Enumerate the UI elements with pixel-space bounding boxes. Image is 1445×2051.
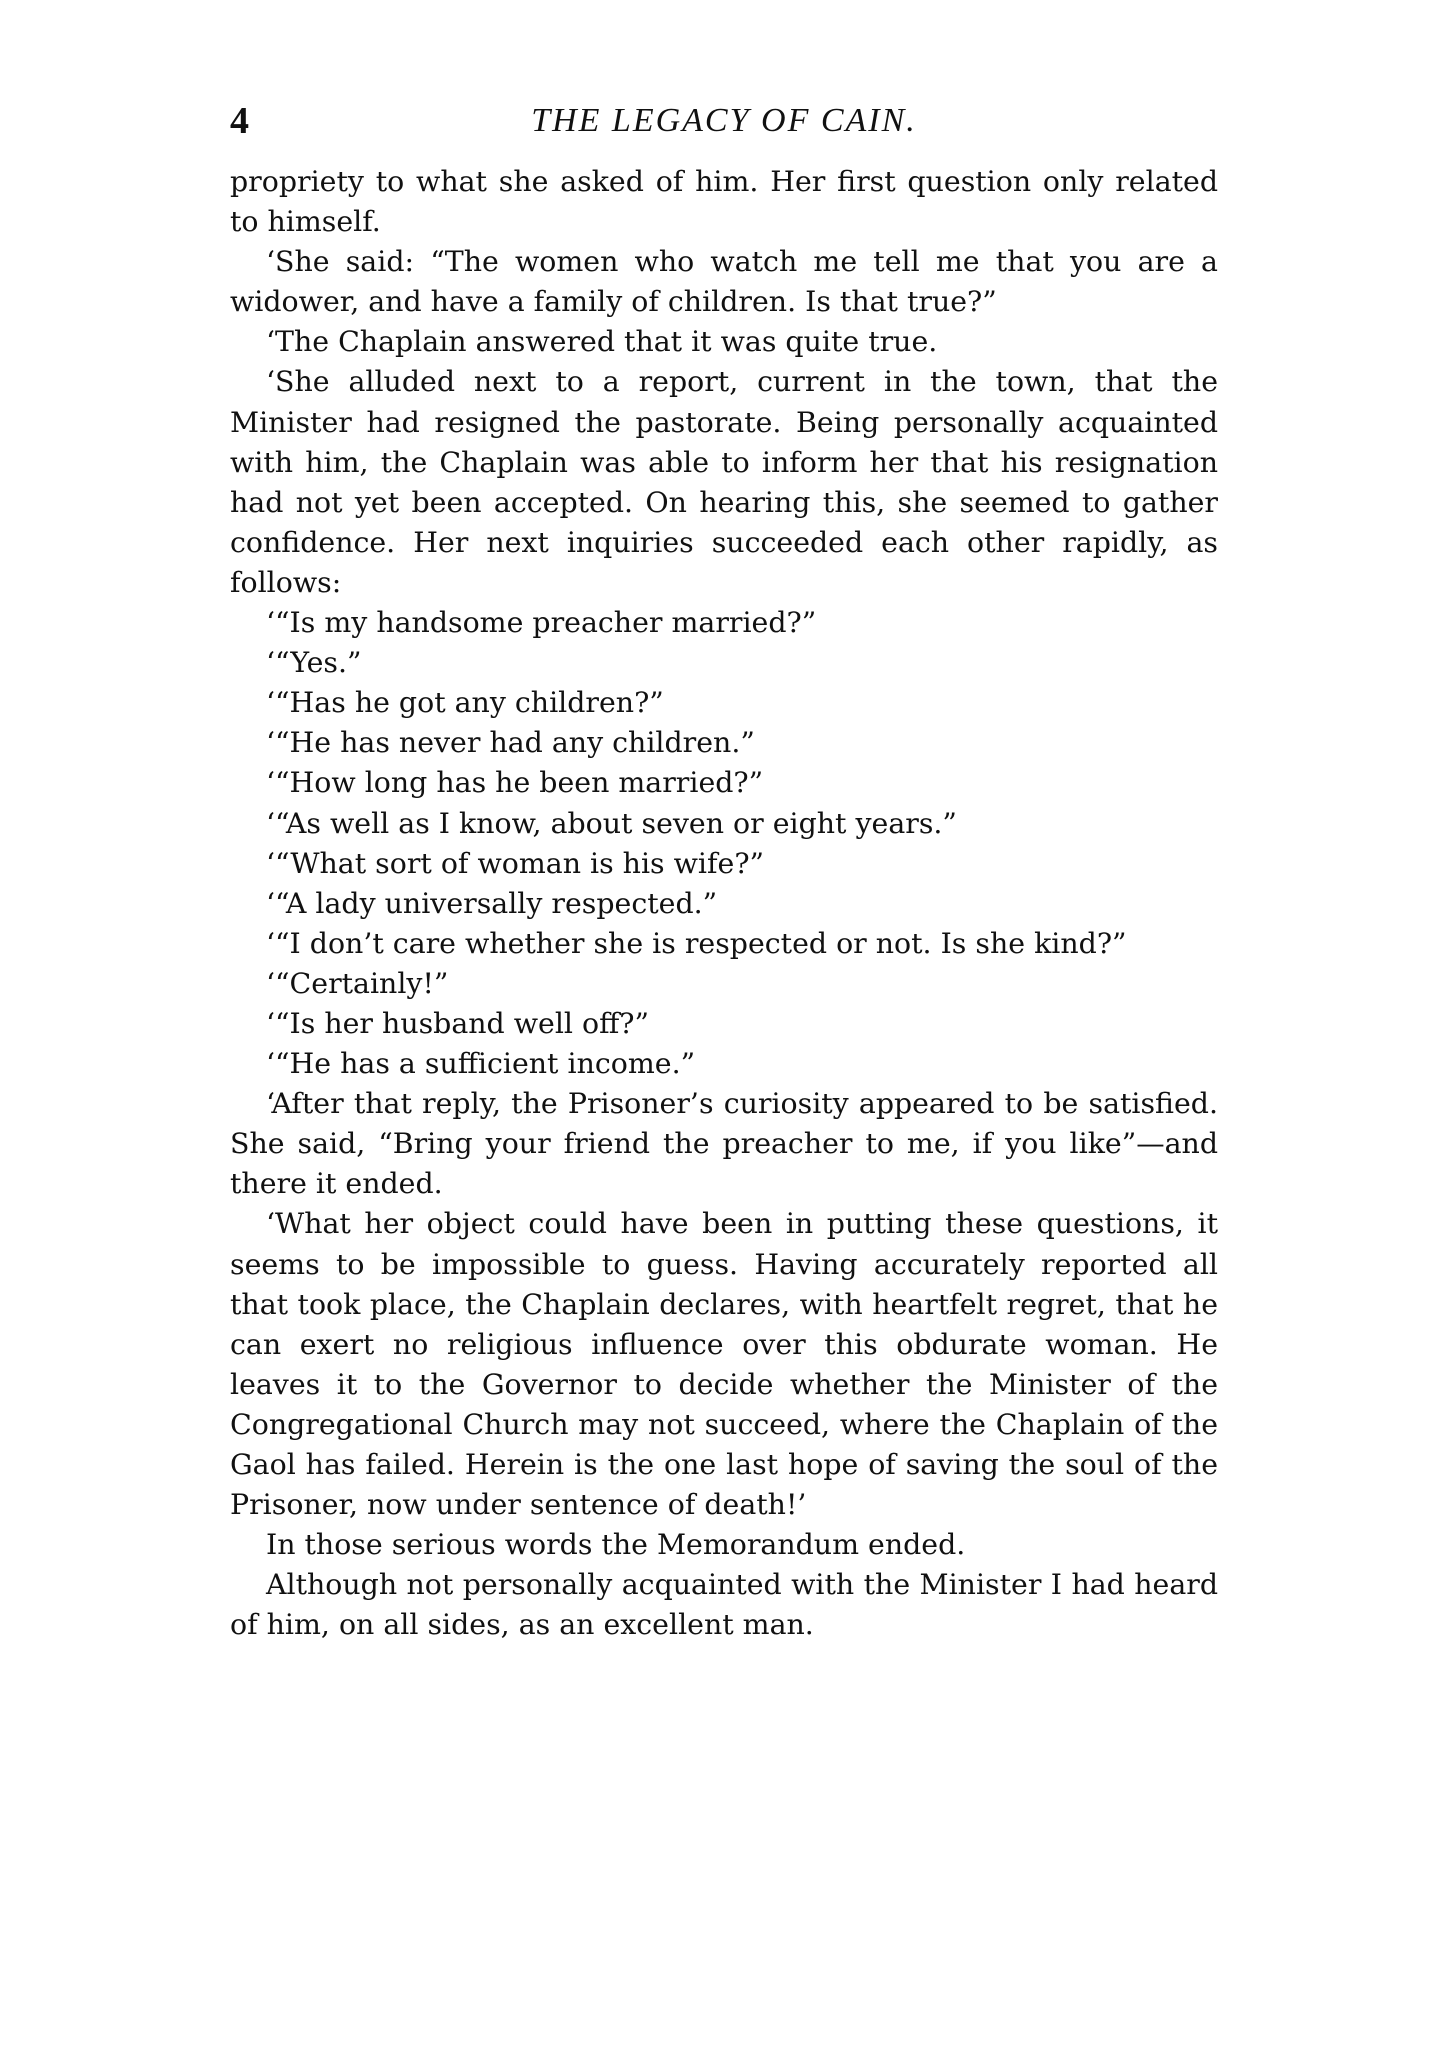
dialogue-line: ‘“How long has he been married?” (266, 766, 764, 800)
paragraph: In those serious words the Memorandum ended. (266, 1528, 966, 1562)
body-text (230, 162, 1218, 1645)
dialogue-line: ‘“Is her husband well off?” (266, 1006, 650, 1040)
dialogue-line: ‘“As well as I know, about seven or eight years.” (266, 806, 957, 840)
dialogue-line: ‘“Certainly!” (266, 966, 449, 1000)
paragraph: ‘What her object could have been in putting these questions, it seems to be impossible to guess. Having accurately reported all that took place, the Chaplain declares, with heartfelt regret, that he can exert no religious influence over this obdurate woman. He leaves it to the Governor to decide whether the Minister of the Congregational Church may not succeed, where the Chaplain of the Gaol has failed. Herein is the one last hope of saving the soul of the Prisoner, now under sentence of death!’ (230, 1207, 1218, 1522)
paragraph: propriety to what she asked of him. Her first question only related to himself. (230, 165, 1218, 239)
dialogue-line: ‘“He has never had any children.” (266, 726, 755, 760)
running-title: THE LEGACY OF CAIN. (531, 102, 917, 139)
paragraph: ‘The Chaplain answered that it was quite true. (266, 325, 938, 359)
dialogue-line: ‘“A lady universally respected.” (266, 886, 718, 920)
dialogue-line: ‘“Yes.” (266, 646, 362, 680)
dialogue-line: ‘“Is my handsome preacher married?” (266, 606, 817, 640)
paragraph: ‘She alluded next to a report, current in the town, that the Minister had resigned the pastorate. Being personally acquainted with him, the Chaplain was able to inform her that his resignation had not yet been accepted. On hearing this, she seemed to gather confidence. Her next inquiries succeeded each other rapidly, as follows: (230, 365, 1218, 599)
dialogue-line: ‘“He has a sufficient income.” (266, 1047, 696, 1081)
page-number: 4 (230, 100, 249, 142)
dialogue-line: ‘“What sort of woman is his wife?” (266, 846, 765, 880)
paragraph: ‘After that reply, the Prisoner’s curiosity appeared to be satisfied. She said, “Bring your friend the preacher to me, if you like”—and there it ended. (230, 1087, 1218, 1201)
paragraph: Although not personally acquainted with the Minister I had heard of him, on all sides, as an excellent man. (230, 1568, 1218, 1642)
running-head (230, 98, 1218, 144)
dialogue-line: ‘“I don’t care whether she is respected or not. Is she kind?” (266, 926, 1127, 960)
book-page (230, 98, 1218, 1645)
paragraph: ‘She said: “The women who watch me tell me that you are a widower, and have a family of children. Is that true?” (230, 245, 1218, 319)
dialogue-line: ‘“Has he got any children?” (266, 686, 664, 720)
